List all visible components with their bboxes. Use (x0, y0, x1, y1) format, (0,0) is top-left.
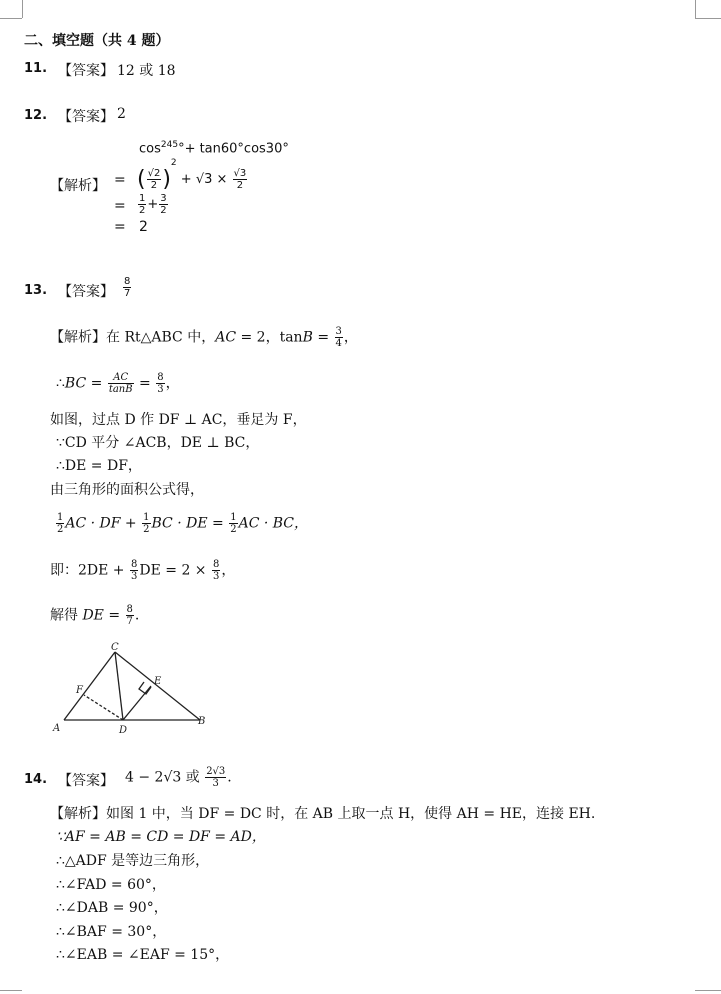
fig-line-de (123, 686, 151, 720)
q13-l7-a: AC · DF + (65, 515, 137, 532)
q13-line3: 如图，过点 D 作 DF ⊥ AC，垂足为 F， (50, 412, 307, 428)
q13-l8-frac1 (130, 559, 138, 582)
q13-line1 (50, 326, 358, 349)
q12-plus-sqrt3: + √3 × (180, 172, 228, 187)
q12-lparen: ( (137, 167, 146, 192)
q11-answer-label: 【答案】 (58, 63, 114, 79)
q12-l3-d2: 2 (160, 205, 167, 216)
q13-l1-n: 3 (335, 326, 342, 337)
corner-mark-top-right-h (695, 18, 721, 19)
q13-l7-b: BC · DE = (151, 515, 224, 532)
q12-l3-n1: 1 (139, 193, 146, 204)
q14-ans-n: 2√3 (206, 766, 226, 777)
q12-cos: cos (139, 141, 161, 157)
q12-l3-frac2 (159, 193, 167, 216)
q13-l9-b: DE (82, 607, 104, 624)
q13-line6: 由三角形的面积公式得， (50, 482, 204, 498)
q13-l8-c: ， (221, 562, 236, 579)
q14-answer (125, 766, 232, 789)
q13-jiexi-label: 【解析】 (50, 329, 106, 346)
q12-expr-line1 (139, 140, 289, 156)
q13-l9-e: . (134, 607, 140, 624)
q13-l7-frac3 (229, 512, 237, 535)
q13-l1-frac (335, 326, 343, 349)
corner-mark-top-right (695, 0, 696, 18)
q13-l2-d: = (134, 375, 151, 392)
q13-l1-a: 在 Rt△ABC 中， (106, 329, 216, 346)
q13-l7-n1: 1 (57, 512, 64, 523)
q12-frac-sqrt3 (233, 168, 248, 191)
q12-answer-label: 【答案】 (58, 109, 114, 125)
q14-ans-e: . (227, 769, 232, 786)
q13-l8-d: 3 (131, 571, 138, 582)
q13-triangle-figure (48, 640, 218, 735)
corner-mark-top-left-h (0, 18, 22, 19)
q13-l9-d: 7 (126, 616, 133, 627)
q13-line8 (50, 559, 235, 582)
q12-frac-sqrt2 (147, 168, 162, 191)
q13-l8-frac2 (212, 559, 220, 582)
q12-answer: 2 (117, 106, 126, 122)
q13-l1-den: 4 (335, 338, 342, 349)
q13-l2-frac2 (156, 372, 164, 395)
q13-l7-d1: 2 (57, 524, 64, 535)
q12-rest: °+ tan60°cos30° (178, 141, 289, 157)
q13-l8-d2: 3 (213, 571, 220, 582)
q13-l2-den: tanB (108, 384, 133, 395)
q13-l9-a: 解得 (50, 607, 83, 624)
q14-number: 14. (24, 772, 48, 787)
q13-l7-d2: 2 (143, 524, 150, 535)
q13-l2-n2: 8 (157, 372, 164, 383)
q13-l2-a: ∴ (56, 375, 65, 392)
q14-l1-text: 如图 1 中，当 DF = DC 时，在 AB 上取一点 H，使得 AH = HE，连接 EH. (106, 806, 596, 822)
q13-line2 (56, 372, 180, 395)
fig-label-b: B (198, 716, 206, 727)
q13-l2-e: ， (165, 375, 180, 392)
q12-rparen: ) (162, 167, 171, 192)
q13-l2-c: = (86, 375, 103, 392)
q13-line9 (50, 604, 139, 627)
q14-line5: ∴∠DAB = 90°， (56, 900, 168, 916)
q12-eq1: = (114, 172, 126, 188)
q13-answer-frac (122, 276, 132, 299)
q13-l2-frac (108, 372, 134, 395)
q13-l8-a: 即：2DE + (50, 562, 125, 579)
q13-l1-c: = 2，tan (236, 329, 303, 346)
corner-mark-bottom-left (0, 990, 22, 991)
q12-result: 2 (139, 219, 148, 235)
q12-number: 12. (24, 108, 48, 123)
q13-l9-c: = (103, 607, 121, 624)
section-title: 二、填空题（共 4 题） (24, 33, 170, 49)
q13-line7 (55, 512, 308, 535)
q12-frac-den: 2 (150, 180, 158, 191)
q14-line2: ∵AF = AB = CD = DF = AD， (56, 829, 266, 845)
q12-jiexi-label: 【解析】 (50, 178, 106, 194)
q13-l2-n: AC (108, 372, 134, 384)
fig-line-df (84, 695, 123, 720)
q12-l3-plus: + (147, 197, 159, 212)
q14-line1 (50, 803, 595, 823)
q13-l7-c: AC · BC， (238, 515, 309, 532)
fig-label-c: C (111, 642, 119, 653)
q13-l1-f: ， (343, 329, 358, 346)
q12-l3-d1: 2 (139, 205, 146, 216)
q12-expr-line3 (137, 193, 169, 216)
q13-l7-d3: 2 (230, 524, 237, 535)
corner-mark-bottom-right (695, 990, 721, 991)
q14-ans-a: 4 − 2√3 或 (125, 769, 200, 786)
q12-l3-n2: 3 (160, 193, 167, 204)
q13-answer-label: 【答案】 (58, 284, 114, 300)
q13-ans-den: 7 (124, 288, 131, 299)
fig-label-e: E (154, 676, 162, 687)
q13-l7-n2: 1 (143, 512, 150, 523)
q13-l8-n: 8 (131, 559, 138, 570)
q12-frac2-den: 2 (236, 180, 244, 191)
q11-number: 11. (24, 61, 48, 76)
q12-l3-frac1 (138, 193, 146, 216)
q13-l9-frac (126, 604, 134, 627)
q12-cos-sup: 2 (160, 140, 167, 150)
q12-cos-angle: 45 (166, 140, 179, 150)
q12-expr-line2 (137, 158, 248, 192)
fig-label-f: F (76, 685, 83, 696)
q14-answer-label: 【答案】 (58, 773, 114, 789)
q12-frac-num: √2 (147, 168, 161, 179)
q13-l7-frac2 (142, 512, 150, 535)
q14-line3: ∴△ADF 是等边三角形， (56, 853, 210, 869)
q12-eq3: = (114, 219, 126, 235)
q11-answer: 12 或 18 (117, 63, 176, 79)
fig-line-ac (64, 652, 115, 720)
q14-line6: ∴∠BAF = 30°， (56, 924, 167, 940)
q13-line4: ∵CD 平分 ∠ACB，DE ⊥ BC， (56, 435, 260, 451)
q13-l1-e: = (312, 329, 330, 346)
q14-jiexi-label: 【解析】 (50, 806, 106, 822)
q14-ans-d: 3 (212, 778, 219, 789)
fig-label-a: A (53, 723, 61, 734)
q13-l7-n3: 1 (230, 512, 237, 523)
q13-ans-num: 8 (124, 276, 131, 287)
q13-line5: ∴DE = DF， (56, 458, 142, 474)
fig-label-d: D (119, 725, 128, 735)
q12-power: 2 (170, 158, 177, 168)
q13-l2-b: BC (64, 375, 87, 392)
q13-ans-frac (123, 276, 131, 299)
fig-line-cd (115, 652, 123, 720)
q13-l1-b: AC (215, 329, 237, 346)
q13-l9-n: 8 (126, 604, 133, 615)
corner-mark-top-left (22, 0, 23, 18)
q13-l2-den2: 3 (157, 384, 164, 395)
q14-line7: ∴∠EAB = ∠EAF = 15°， (56, 947, 230, 963)
q12-eq2: = (114, 198, 126, 214)
q13-l7-frac1 (56, 512, 64, 535)
q14-ans-frac (205, 766, 226, 789)
q13-l1-d: B (302, 329, 313, 346)
q13-number: 13. (24, 283, 48, 298)
q13-l8-b: DE = 2 × (139, 562, 207, 579)
q14-line4: ∴∠FAD = 60°， (56, 877, 166, 893)
q13-l8-n2: 8 (213, 559, 220, 570)
q12-frac2-num: √3 (233, 168, 247, 179)
